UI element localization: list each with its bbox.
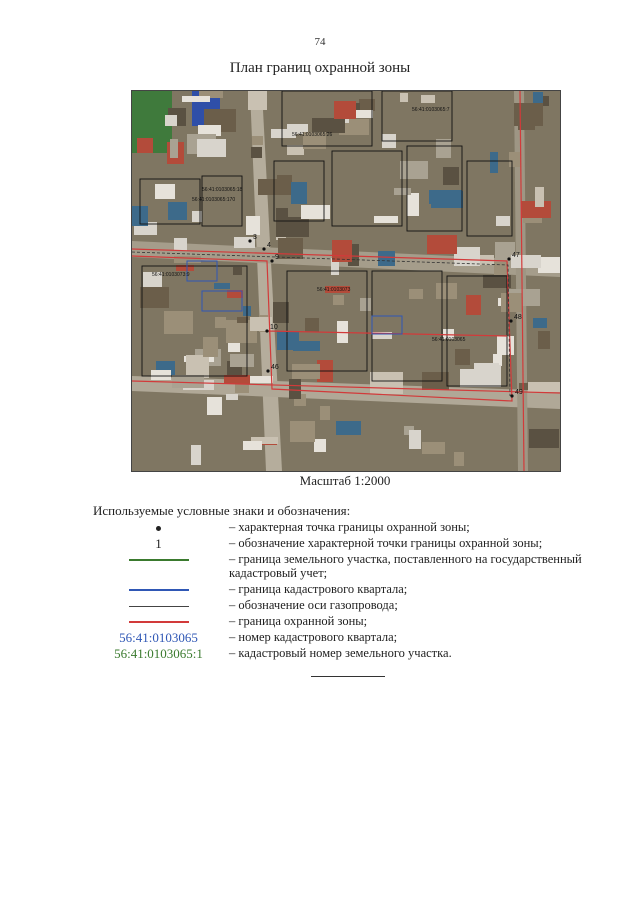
building <box>312 118 345 133</box>
legend-row-pipeline <box>96 598 606 614</box>
building <box>164 311 193 334</box>
building <box>137 138 153 153</box>
building <box>291 182 307 204</box>
building <box>233 267 242 275</box>
legend-row-zone <box>96 614 606 630</box>
building <box>214 283 230 289</box>
building <box>454 452 464 466</box>
building <box>246 216 260 235</box>
boundary-point-label: 4 <box>267 242 271 249</box>
building <box>378 251 395 266</box>
parcel-label: 56:41:0103073 <box>317 287 351 293</box>
legend-row-parcel <box>96 552 606 584</box>
building <box>252 136 263 145</box>
legend-text: – кадастровый номер земельного участка. <box>229 646 452 660</box>
building <box>529 429 559 448</box>
building <box>277 175 292 195</box>
map-canvas <box>132 91 560 471</box>
legend-text: – характерная точка границы охранной зоны; <box>229 520 470 534</box>
building <box>174 238 187 251</box>
legend-text: – граница кадастрового квартала; <box>229 582 408 596</box>
legend-text: – обозначение характерной точки границы охранной зоны; <box>229 536 543 550</box>
building <box>535 187 544 207</box>
parcel-label: 56:41:0103065:18 <box>202 187 243 193</box>
building <box>466 295 481 315</box>
legend-symbol-number: 1 <box>155 536 162 551</box>
building <box>336 421 361 435</box>
building <box>501 293 522 312</box>
building <box>289 379 301 399</box>
black-line-icon <box>129 606 189 607</box>
building <box>258 179 279 195</box>
building <box>422 442 445 454</box>
building <box>400 93 408 102</box>
building <box>320 406 330 420</box>
building <box>191 445 201 465</box>
building <box>168 202 187 220</box>
building <box>509 152 521 167</box>
boundary-point <box>507 257 510 260</box>
boundary-point <box>265 329 268 332</box>
building <box>370 372 403 394</box>
building <box>443 167 459 185</box>
building <box>409 430 421 449</box>
building <box>140 287 169 308</box>
building <box>427 235 457 254</box>
boundary-point-label: 47 <box>512 252 520 259</box>
parcel-label: 56:41:0103065:26 <box>292 132 333 138</box>
building <box>436 283 457 299</box>
building <box>374 216 398 223</box>
legend-symbol-quarter <box>96 582 221 598</box>
legend-row-quarter <box>96 582 606 598</box>
building <box>277 331 299 350</box>
parcel-label: 56:41:0103073:9 <box>152 272 190 278</box>
parcel-label: 56:41:0103065:7 <box>412 107 450 113</box>
legend-row-quarter-number <box>96 630 606 646</box>
legend-symbol-parcel-number: 56:41:0103065:1 <box>114 646 203 661</box>
building <box>314 439 326 452</box>
building <box>197 139 226 157</box>
boundary-point <box>266 369 269 372</box>
legend-row-parcel-number <box>96 646 606 662</box>
building <box>251 147 262 158</box>
legend-text: – граница охранной зоны; <box>229 614 368 628</box>
building <box>237 317 248 323</box>
building <box>490 152 498 173</box>
legend-symbol-pipeline <box>96 598 221 614</box>
building <box>305 318 319 332</box>
building <box>182 96 210 102</box>
building <box>455 349 470 365</box>
building <box>533 318 547 328</box>
building <box>248 91 267 110</box>
parcel-label: 56:41:0103065:170 <box>192 197 236 203</box>
map-scale: Масштаб 1:2000 <box>299 473 391 488</box>
building <box>429 190 462 204</box>
building <box>186 355 209 378</box>
building <box>407 193 419 216</box>
building <box>192 211 202 222</box>
building <box>248 376 273 383</box>
boundary-point <box>248 239 251 242</box>
building <box>226 394 238 400</box>
building <box>172 375 204 388</box>
boundary-point-label: 48 <box>514 314 522 321</box>
red-line-icon <box>129 621 189 623</box>
legend-symbol-point <box>96 520 221 536</box>
building <box>155 184 175 199</box>
building <box>301 205 330 219</box>
building <box>421 95 435 103</box>
building <box>394 188 411 195</box>
green-line-icon <box>129 559 189 561</box>
building <box>538 257 560 273</box>
building <box>400 161 428 179</box>
boundary-point-label: 10 <box>270 324 278 331</box>
legend-heading: Используемые условные знаки и обозначения: <box>93 503 351 518</box>
building <box>207 397 222 415</box>
building <box>287 145 304 155</box>
boundary-point-label: 3 <box>253 234 257 241</box>
building <box>234 237 255 248</box>
point-icon <box>156 526 161 531</box>
building <box>215 317 226 328</box>
building <box>332 240 352 262</box>
boundary-point <box>510 394 513 397</box>
building <box>243 441 262 450</box>
aerial-map[interactable] <box>131 90 561 472</box>
building <box>496 216 510 226</box>
legend-symbol-parcel <box>96 552 221 568</box>
legend-row-point-label <box>96 536 606 552</box>
building <box>436 139 451 158</box>
building <box>460 369 488 387</box>
building <box>292 364 320 379</box>
building <box>360 298 371 311</box>
boundary-point-label: 49 <box>515 389 523 396</box>
footer-rule <box>311 676 385 677</box>
boundary-point-label: 46 <box>271 364 279 371</box>
building <box>230 354 254 367</box>
legend-symbol-zone <box>96 614 221 630</box>
blue-line-icon <box>129 589 189 591</box>
building <box>290 421 315 442</box>
building <box>334 101 356 119</box>
building <box>514 103 543 126</box>
building <box>528 382 560 392</box>
legend-text: – номер кадастрового квартала; <box>229 630 398 644</box>
legend-symbol-quarter-number: 56:41:0103065 <box>119 630 198 645</box>
building <box>359 99 375 111</box>
legend-row-point <box>96 520 606 536</box>
boundary-point <box>262 247 265 250</box>
building <box>170 139 178 158</box>
building <box>333 295 344 305</box>
boundary-point <box>509 319 512 322</box>
building <box>151 370 171 380</box>
page-title: План границ охранной зоны <box>229 60 411 76</box>
building <box>497 336 514 355</box>
building <box>165 115 177 126</box>
building <box>538 331 550 349</box>
building <box>276 217 309 237</box>
building <box>278 238 303 259</box>
building <box>203 337 218 357</box>
boundary-point-label: 9 <box>275 254 279 261</box>
legend-text: – обозначение оси газопровода; <box>229 598 398 612</box>
legend-text: – граница земельного участка, поставленного на государственный кадастровый учет; <box>229 552 582 580</box>
page-number: 74 <box>314 36 326 48</box>
boundary-point <box>270 259 273 262</box>
building <box>409 289 423 299</box>
parcel-label: 56:41:0103065 <box>432 337 466 343</box>
